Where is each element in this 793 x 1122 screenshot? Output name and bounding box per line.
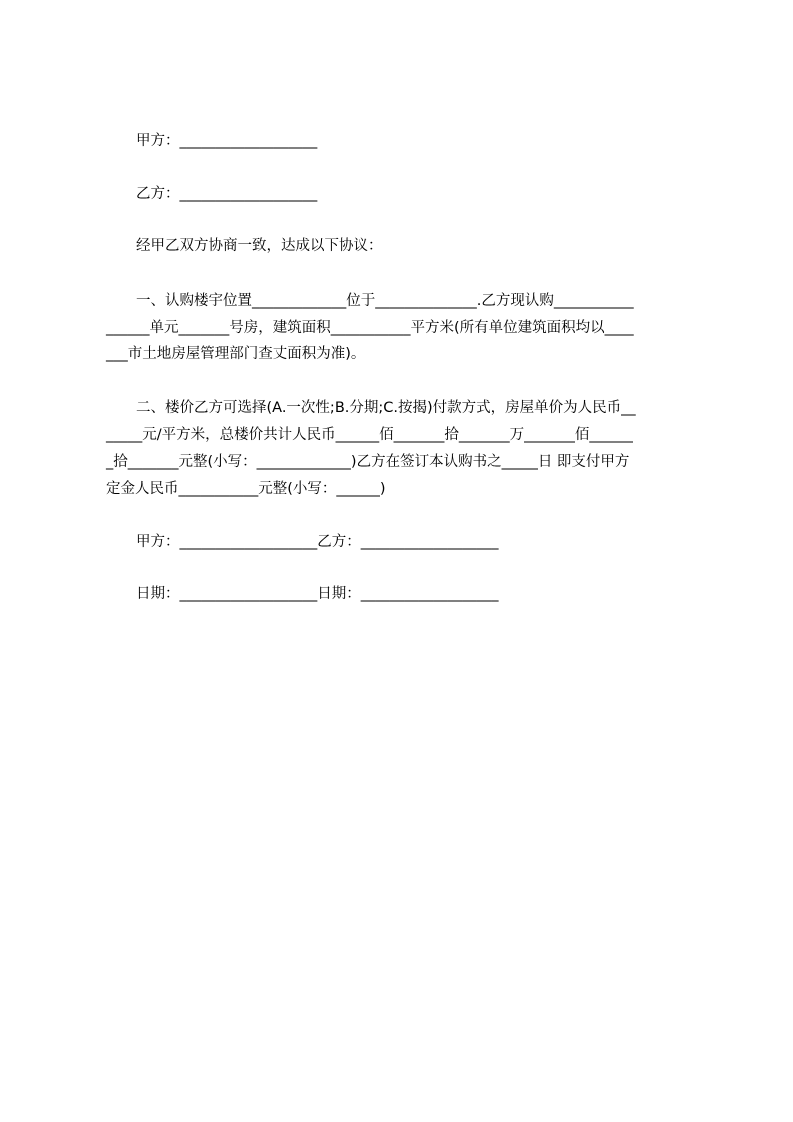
signature-dates: 日期：___________________日期：___________________ bbox=[136, 586, 499, 602]
intro-paragraph: 经甲乙双方协商一致，达成以下协议： bbox=[136, 238, 383, 254]
clause-2-line-3: _拾_______元整(小写：_____________)乙方在签订本认购书之_____日 即支付甲方 bbox=[106, 454, 630, 470]
clause-1-line-1: 一、认购楼宇位置_____________位于______________.乙方现认购___________ bbox=[136, 293, 634, 309]
clause-2-line-1: 二、楼价乙方可选择(A.一次性;B.分期;C.按揭)付款方式，房屋单价为人民币__ bbox=[136, 400, 636, 416]
clause-2-line-2: _____元/平方米，总楼价共计人民币______佰_______拾_______万_______佰______ bbox=[106, 427, 633, 443]
clause-1-line-3: ___市土地房屋管理部门查丈面积为准)。 bbox=[106, 346, 366, 362]
signature-parties: 甲方：___________________乙方：___________________ bbox=[136, 534, 499, 550]
clause-2-line-4: 定金人民币___________元整(小写：______) bbox=[106, 481, 386, 497]
party-a-field: 甲方：___________________ bbox=[136, 133, 318, 149]
clause-1-line-2: ______单元_______号房，建筑面积___________平方米(所有单位建筑面积均以____ bbox=[106, 320, 634, 336]
party-b-field: 乙方：___________________ bbox=[136, 186, 318, 202]
